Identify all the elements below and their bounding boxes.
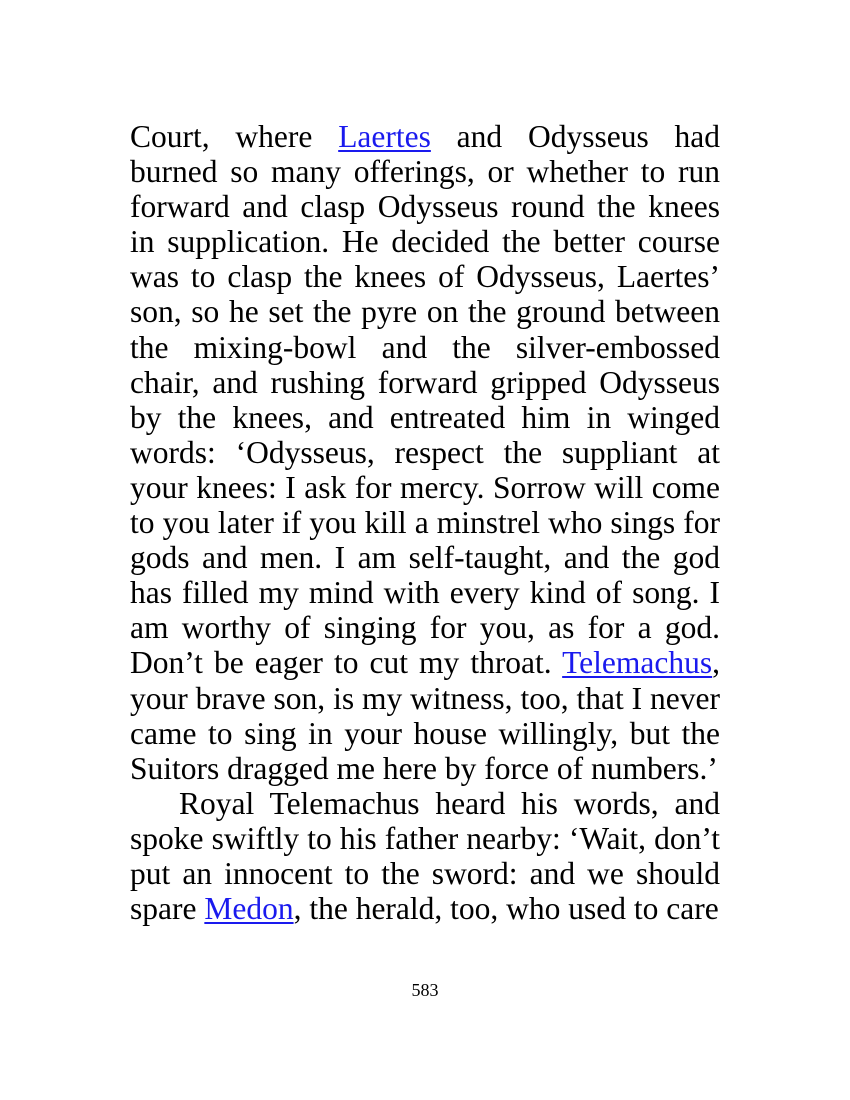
paragraph-2-text-start: Royal Telemachus heard his words, and spoke swiftly to his father nearby: ‘Wait, don’t put an innocent to the sword: and we should spare: [130, 785, 720, 927]
page-number: 583: [411, 980, 439, 1000]
telemachus-link[interactable]: Telemachus: [562, 645, 713, 681]
paragraph-1-text-end: , your brave son, is my witness, too, that I never came to sing in your house willingly, but the Suitors dragged me here by force of numbers.’: [130, 645, 720, 786]
paragraph-1-text-middle: and Odysseus had burned so many offerings, or whether to run forward and clasp Odysseus round the knees in supplication. He decided the better course was to clasp the knees of Odysseus, Laertes’ son, so he set the pyre on the ground between the mixing-bowl and the silver-embossed chair, and rushing forward gripped Odysseus by the knees, and entreated him in winged words: ‘Odysseus, respect the suppliant at your knees: I ask for mercy. Sorrow will come to you later if you kill a minstrel who sings for gods and men. I am self-taught, and the god has filled my mind with every kind of song. I am worthy of singing for you, as for a god. Don’t be eager to cut my throat.: [130, 119, 721, 681]
paragraph-1-text-start: Court, where: [130, 119, 339, 154]
laertes-link[interactable]: Laertes: [338, 119, 431, 154]
paragraph-2-text-end: , the herald, too, who used to care: [293, 891, 719, 927]
paragraph-1: [130, 119, 720, 786]
body-text: [130, 119, 720, 926]
medon-link[interactable]: Medon: [204, 891, 294, 927]
paragraph-2: [130, 786, 720, 926]
